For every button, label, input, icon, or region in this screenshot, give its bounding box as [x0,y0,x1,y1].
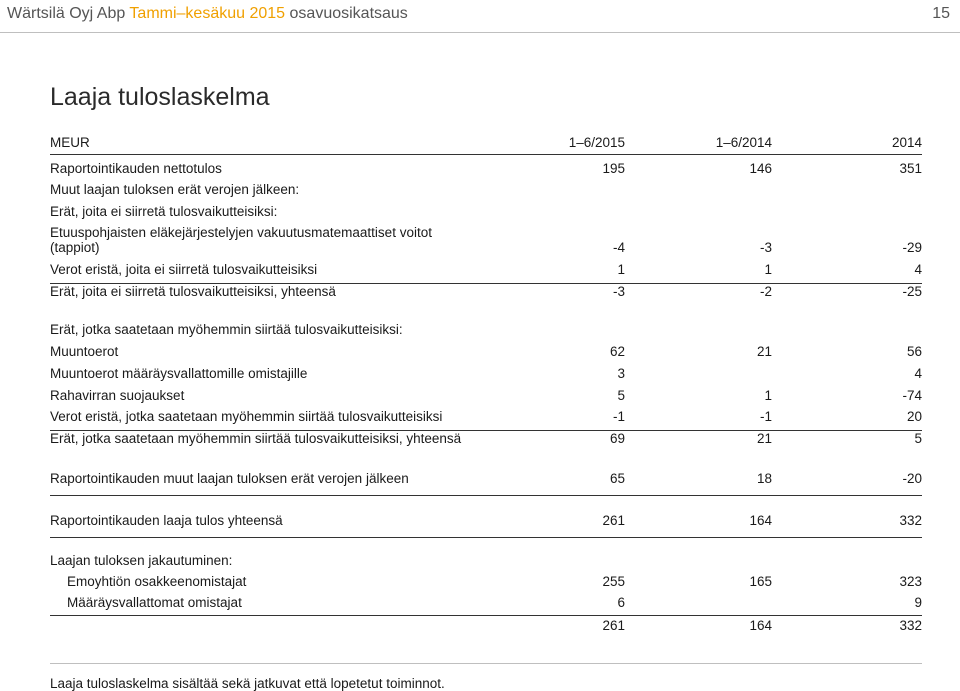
cell-h1-2015: 62 [609,344,625,359]
cell-2014: -74 [902,388,922,403]
cell-h1-2015: 261 [602,513,625,528]
table-header-row [50,135,922,155]
header-title [7,5,408,23]
cell-2014: 5 [914,431,922,446]
row-label: Raportointikauden laaja tulos yhteensä [50,513,283,528]
row-label: (tappiot) [50,240,100,255]
cell-h1-2014: 1 [764,262,772,277]
report-period: Tammi–kesäkuu 2015 [129,5,286,22]
row-label: Etuuspohjaisten eläkejärjestelyjen vakuutusmatemaattiset voitot [50,225,432,240]
cell-2014: 332 [899,513,922,528]
row-label: Muuntoerot määräysvallattomille omistajille [50,366,308,381]
cell-h1-2014: -2 [759,284,772,299]
company-name: Wärtsilä Oyj Abp [7,5,126,22]
cell-2014: -25 [902,284,922,299]
cell-h1-2014: 21 [756,431,772,446]
table-row [50,595,922,616]
cell-h1-2015: 5 [617,388,625,403]
cell-h1-2014: 164 [749,513,772,528]
row-label: Rahavirran suojaukset [50,388,185,403]
page-header [0,0,960,33]
table-row [50,471,922,496]
column-header-h1-2015: 1–6/2015 [568,135,625,150]
column-header-2014: 2014 [891,135,922,150]
row-label: Laajan tuloksen jakautuminen: [50,553,233,568]
row-label: Muuntoerot [50,344,119,359]
cell-2014: -29 [902,240,922,255]
cell-2014: 56 [906,344,922,359]
cell-h1-2014: 21 [756,344,772,359]
cell-h1-2014: 164 [749,618,772,633]
row-label: Muut laajan tuloksen erät verojen jälkeen: [50,182,300,197]
cell-h1-2015: 65 [609,471,625,486]
footer-divider [50,663,922,664]
table-row [50,513,922,538]
income-statement-table [50,135,922,633]
cell-2014: 351 [899,161,922,176]
cell-h1-2015: 69 [609,431,625,446]
cell-h1-2015: 3 [617,366,625,381]
cell-h1-2015: 195 [602,161,625,176]
row-label: Erät, joita ei siirretä tulosvaikutteisiksi, yhteensä [50,284,336,299]
column-header-unit: MEUR [50,135,90,150]
row-label: Erät, jotka saatetaan myöhemmin siirtää tulosvaikutteisiksi: [50,322,403,337]
table-row [50,409,922,431]
row-label: Määräysvallattomat omistajat [67,595,242,610]
cell-h1-2014: 18 [756,471,772,486]
cell-h1-2014: 1 [764,388,772,403]
cell-2014: 332 [899,618,922,633]
row-label: Verot eristä, joita ei siirretä tulosvaikutteisiksi [50,262,318,277]
cell-2014: 4 [914,262,922,277]
row-label: Emoyhtiön osakkeenomistajat [67,574,247,589]
cell-2014: -20 [902,471,922,486]
cell-h1-2015: -1 [612,409,625,424]
cell-2014: 20 [906,409,922,424]
cell-h1-2015: -4 [612,240,625,255]
row-label: Erät, joita ei siirretä tulosvaikutteisiksi: [50,204,278,219]
cell-h1-2015: 261 [602,618,625,633]
cell-h1-2014: 165 [749,574,772,589]
table-row [50,262,922,284]
report-type: osavuosikatsaus [289,5,408,22]
row-label: Erät, jotka saatetaan myöhemmin siirtää tulosvaikutteisiksi, yhteensä [50,431,462,446]
row-label: Raportointikauden muut laajan tuloksen erät verojen jälkeen [50,471,409,486]
cell-2014: 323 [899,574,922,589]
cell-2014: 4 [914,366,922,381]
cell-2014: 9 [914,595,922,610]
footnote: Laaja tuloslaskelma sisältää sekä jatkuvat että lopetetut toiminnot. [50,676,445,691]
page-number: 15 [932,5,950,22]
cell-h1-2015: 255 [602,574,625,589]
cell-h1-2014: 146 [749,161,772,176]
cell-h1-2014: -3 [759,240,772,255]
page-title: Laaja tuloslaskelma [50,83,270,111]
row-label: Verot eristä, jotka saatetaan myöhemmin siirtää tulosvaikutteisiksi [50,409,443,424]
cell-h1-2014: -1 [759,409,772,424]
cell-h1-2015: -3 [612,284,625,299]
cell-h1-2015: 1 [617,262,625,277]
column-header-h1-2014: 1–6/2014 [715,135,772,150]
cell-h1-2015: 6 [617,595,625,610]
row-label: Raportointikauden nettotulos [50,161,222,176]
